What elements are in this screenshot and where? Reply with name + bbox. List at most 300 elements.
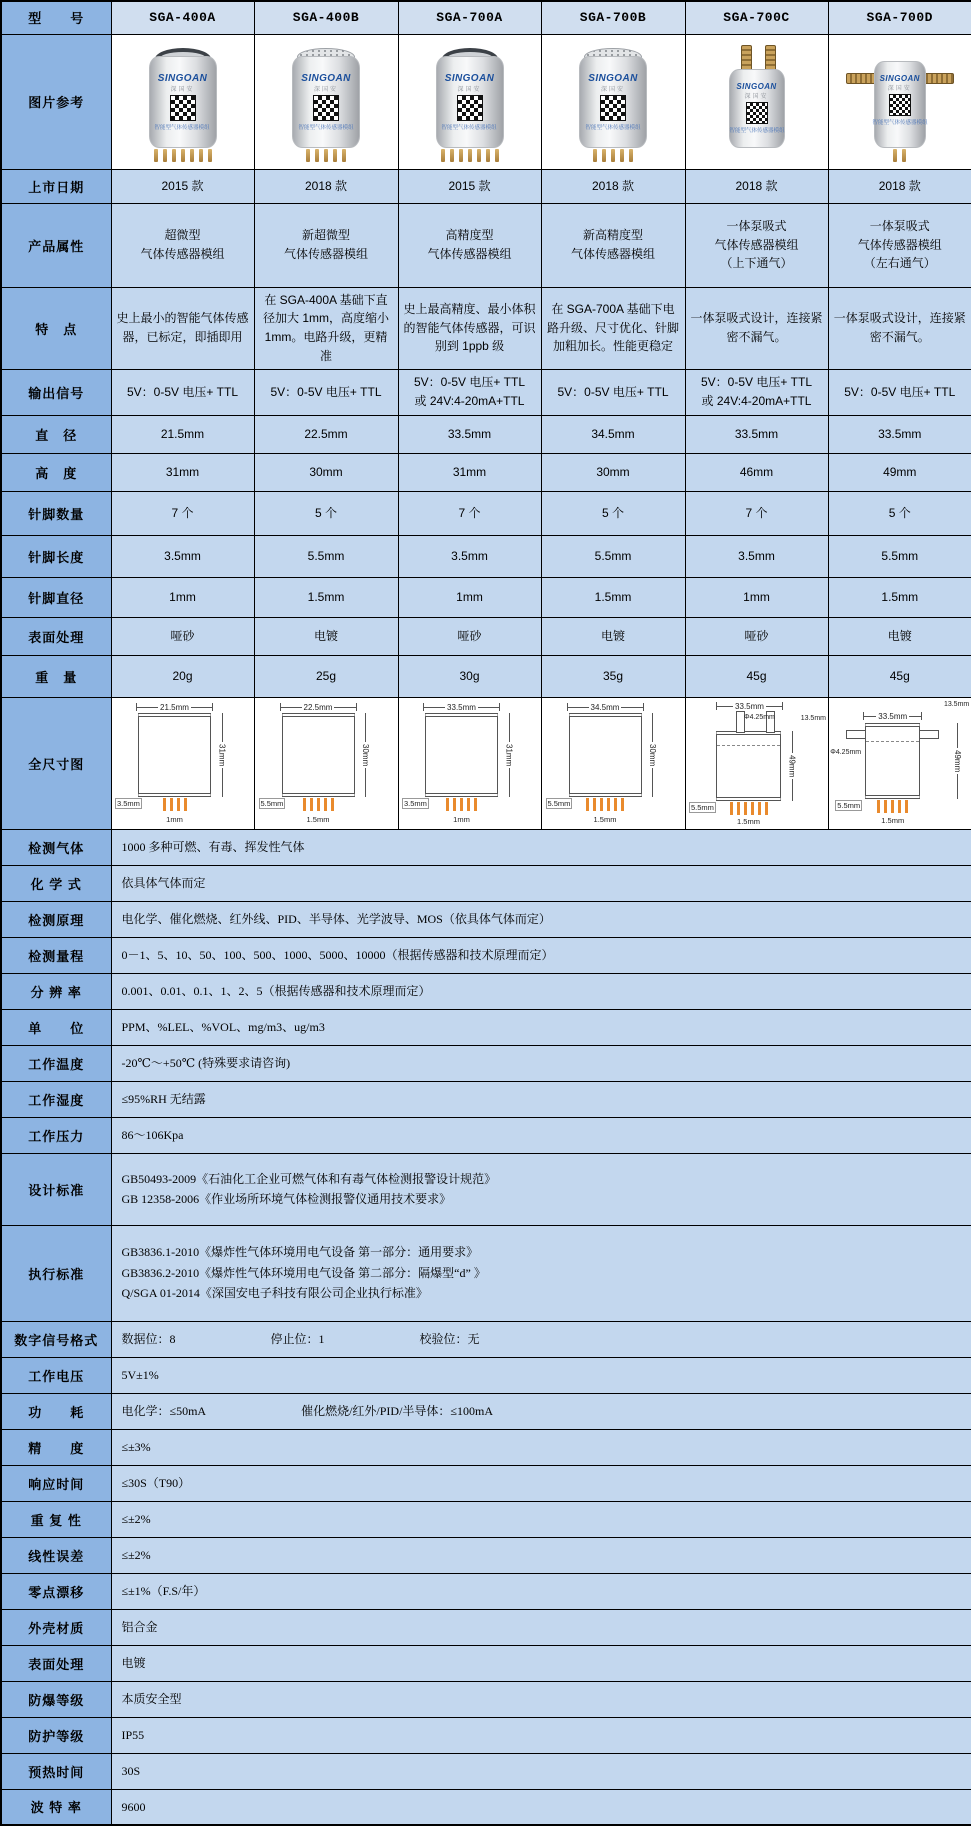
table-row <box>1 1753 971 1789</box>
spec-label: 表面处理 <box>1 1645 111 1681</box>
spec-segment: 电化学：≤50mA <box>121 1403 207 1418</box>
value-cell: 22.5mm <box>254 415 398 453</box>
value-cell: 31mm <box>111 453 254 491</box>
table-row <box>1 937 971 973</box>
spec-label: 工作压力 <box>1 1117 111 1153</box>
dim-line <box>766 706 782 707</box>
value-cell: 电镀 <box>254 617 398 655</box>
dimension-drawing-cell <box>541 697 685 829</box>
value-cell: 2015 款 <box>398 169 541 203</box>
spec-value: 1000 多种可燃、有毒、挥发性气体 <box>111 829 971 865</box>
product-photo-cell <box>541 34 685 169</box>
spec-value <box>111 1153 971 1225</box>
table-row <box>1 1429 971 1465</box>
brand-logo: SINGOAN <box>157 72 208 84</box>
module-outline <box>569 713 642 797</box>
spec-value: 铝合金 <box>111 1609 971 1645</box>
dim-tick <box>212 703 213 711</box>
spec-value: 本质安全型 <box>111 1681 971 1717</box>
spec-table-body <box>1 1 971 1825</box>
table-row <box>1 865 971 901</box>
value-cell: 5V：0-5V 电压+ TTL <box>541 369 685 415</box>
pin-icon <box>303 798 306 811</box>
model-name: SGA-700D <box>828 1 971 34</box>
table-row <box>1 1321 971 1357</box>
value-cell: 49mm <box>828 453 971 491</box>
value-cell: 5V：0-5V 电压+ TTL <box>111 369 254 415</box>
pin-icon <box>593 149 597 162</box>
pin-icon <box>495 149 499 162</box>
sensor-body <box>436 56 504 148</box>
product-caption: 智能型气体传感器模组 <box>154 124 211 131</box>
value-cell: 7 个 <box>398 491 541 535</box>
value-line: 气体传感器模组 <box>427 247 512 261</box>
value-cell: 哑砂 <box>398 617 541 655</box>
spec-label: 精 度 <box>1 1429 111 1465</box>
pin-length-label: 3.5mm <box>404 799 427 808</box>
value-cell: 1.5mm <box>541 577 685 617</box>
dimension-drawing-cell <box>111 697 254 829</box>
sensor-pins <box>276 149 376 162</box>
value-cell: 21.5mm <box>111 415 254 453</box>
spec-label: 波 特 率 <box>1 1789 111 1825</box>
pin-icon <box>586 798 589 811</box>
pin-icon <box>758 802 761 815</box>
brand-logo: SINGOAN <box>879 73 920 83</box>
spec-segment: 校验位：无 <box>419 1331 480 1346</box>
pin-icon <box>607 798 610 811</box>
value-line: 超微型 <box>164 228 201 243</box>
product-photo-cell <box>398 34 541 169</box>
pin-icon <box>181 149 185 162</box>
dim-tick <box>499 703 500 711</box>
spec-line: Q/SGA 01-2014《深国安电子科技有限公司企业执行标准》 <box>121 1286 428 1301</box>
pin-icon <box>467 798 470 811</box>
spec-segment: 停止位：1 <box>270 1331 325 1346</box>
pin-icon <box>905 800 908 813</box>
row-label: 全尺寸图 <box>1 697 111 829</box>
dimension-drawing <box>399 699 540 827</box>
width-dimension <box>567 702 644 712</box>
module-pins <box>138 798 211 811</box>
dim-line <box>191 707 212 708</box>
dim-label: 33.5mm <box>735 701 764 711</box>
module-outline <box>865 723 920 799</box>
value-cell: 7 个 <box>111 491 254 535</box>
row-label: 针脚直径 <box>1 577 111 617</box>
table-row <box>1 577 971 617</box>
spec-label: 分 辨 率 <box>1 973 111 1009</box>
table-row <box>1 491 971 535</box>
module-outline <box>716 731 781 801</box>
spec-label: 功 耗 <box>1 1393 111 1429</box>
product-caption: 智能型气体传感器模组 <box>298 124 354 131</box>
table-row <box>1 1357 971 1393</box>
table-row <box>1 973 971 1009</box>
pin-icon <box>620 149 624 162</box>
value-line: 一体泵吸式 <box>869 219 930 234</box>
pin-icon <box>602 149 606 162</box>
dim-label: 31mm <box>504 743 514 767</box>
dim-tick <box>356 703 357 711</box>
value-cell: 45g <box>828 655 971 697</box>
pin-icon <box>611 149 615 162</box>
dim-line <box>621 707 642 708</box>
spec-label: 检测气体 <box>1 829 111 865</box>
tube-diameter-label: Φ4.25mm <box>830 749 862 756</box>
value-cell: 1mm <box>685 577 828 617</box>
table-row <box>1 1225 971 1321</box>
value-cell <box>398 369 541 415</box>
dim-tick <box>782 702 783 710</box>
value-cell: 5 个 <box>254 491 398 535</box>
value-cell <box>254 203 398 287</box>
gas-tube-outline <box>846 730 866 739</box>
spec-label: 执行标准 <box>1 1225 111 1321</box>
value-cell: 史上最高精度、最小体积的智能气体传感器，可识别到 1ppb 级 <box>398 287 541 369</box>
pin-icon <box>884 800 887 813</box>
dim-line <box>137 707 158 708</box>
value-line: 气体传感器模组 <box>140 247 225 261</box>
value-line: 气体传感器模组 <box>283 247 368 261</box>
spec-segment: 催化燃烧/红外/PID/半导体：≤100mA <box>301 1403 494 1418</box>
spec-value: -20℃～+50℃ (特殊要求请咨询) <box>111 1045 971 1081</box>
product-caption: 智能型气体传感器模组 <box>441 124 498 131</box>
value-line: 5V：0-5V 电压+ TTL <box>700 375 813 390</box>
product-photo-cell <box>254 34 398 169</box>
spec-value: 5V±1% <box>111 1357 971 1393</box>
weld-line <box>866 741 919 742</box>
model-name: SGA-700B <box>541 1 685 34</box>
value-cell: 3.5mm <box>685 535 828 577</box>
dim-line <box>365 768 366 797</box>
pin-icon <box>460 798 463 811</box>
product-photo-cell <box>828 34 971 169</box>
pin-icon <box>468 149 472 162</box>
product-photo-cell <box>111 34 254 169</box>
width-dimension <box>423 702 500 712</box>
pin-diameter-label: 1.5mm <box>306 815 330 824</box>
pin-icon <box>893 149 897 162</box>
pin-icon <box>898 800 901 813</box>
dim-label: 33.5mm <box>447 702 476 712</box>
dimension-drawing-cell <box>828 697 971 829</box>
value-cell: 1.5mm <box>828 577 971 617</box>
module-pins <box>569 798 642 811</box>
pin-diameter-label: 1.5mm <box>881 816 905 825</box>
module-pins <box>716 802 781 815</box>
value-cell <box>685 203 828 287</box>
table-row <box>1 1609 971 1645</box>
value-cell: 5.5mm <box>828 535 971 577</box>
table-row <box>1 169 971 203</box>
pin-icon <box>730 802 733 815</box>
value-cell: 30mm <box>541 453 685 491</box>
product-photo <box>707 43 807 165</box>
brand-logo: SINGOAN <box>588 72 638 84</box>
table-row <box>1 1465 971 1501</box>
pin-icon <box>877 800 880 813</box>
dim-line <box>957 723 958 748</box>
table-row <box>1 901 971 937</box>
spec-label: 设计标准 <box>1 1153 111 1225</box>
pin-icon <box>621 798 624 811</box>
spec-value: 电镀 <box>111 1645 971 1681</box>
pin-icon <box>184 798 187 811</box>
dim-line <box>281 707 302 708</box>
weld-line <box>717 745 780 746</box>
spec-value <box>111 1393 971 1429</box>
value-line: 5V：0-5V 电压+ TTL <box>413 375 526 390</box>
pin-icon <box>486 149 490 162</box>
value-cell: 31mm <box>398 453 541 491</box>
spec-value: ≤30S（T90） <box>111 1465 971 1501</box>
pin-icon <box>441 149 445 162</box>
spec-label: 响应时间 <box>1 1465 111 1501</box>
table-row <box>1 655 971 697</box>
dim-line <box>334 707 355 708</box>
brand-logo: SINGOAN <box>444 72 495 84</box>
sensor-pins <box>133 149 233 162</box>
height-dimension <box>361 713 371 797</box>
sensor-body <box>292 56 360 148</box>
spec-value <box>111 1225 971 1321</box>
row-label: 特 点 <box>1 287 111 369</box>
product-photo <box>850 43 950 165</box>
dim-label: 49mm <box>787 754 797 778</box>
table-row <box>1 1681 971 1717</box>
gas-tube-icon <box>846 73 878 84</box>
model-header-label: 型 号 <box>1 1 111 34</box>
value-line: 高精度型 <box>445 228 494 243</box>
value-line: 新超微型 <box>301 228 350 243</box>
row-label: 表面处理 <box>1 617 111 655</box>
brand-chinese: 深国安 <box>600 86 625 93</box>
dim-line <box>365 713 366 742</box>
value-line: 或 24V:4-20mA+TTL <box>414 394 525 408</box>
value-cell: 2018 款 <box>541 169 685 203</box>
table-row <box>1 1717 971 1753</box>
product-photo <box>276 43 376 165</box>
row-label: 上市日期 <box>1 169 111 203</box>
row-label: 针脚数量 <box>1 491 111 535</box>
product-photo <box>563 43 663 165</box>
value-line: 或 24V:4-20mA+TTL <box>701 394 812 408</box>
dim-label: 22.5mm <box>303 702 333 712</box>
spec-label: 工作温度 <box>1 1045 111 1081</box>
table-row <box>1 203 971 287</box>
row-label: 产品属性 <box>1 203 111 287</box>
dimension-drawing-cell <box>685 697 828 829</box>
value-cell: 25g <box>254 655 398 697</box>
module-outline <box>425 713 498 797</box>
model-name: SGA-400A <box>111 1 254 34</box>
width-dimension <box>716 701 783 711</box>
dim-line <box>652 768 653 797</box>
spec-label: 工作湿度 <box>1 1081 111 1117</box>
dimension-drawing <box>829 699 970 827</box>
product-caption: 智能型气体传感器模组 <box>872 119 928 126</box>
value-cell <box>541 203 685 287</box>
product-photo-cell <box>685 34 828 169</box>
dim-line <box>568 707 589 708</box>
qr-code-icon <box>171 96 195 120</box>
dimension-drawing <box>256 699 397 827</box>
height-dimension <box>504 713 514 797</box>
width-dimension <box>863 711 922 721</box>
spec-value: ≤±3% <box>111 1429 971 1465</box>
pin-icon <box>190 149 194 162</box>
pin-diameter-label: 1mm <box>453 815 470 824</box>
dim-line <box>957 774 958 799</box>
table-row <box>1 453 971 491</box>
value-cell <box>398 203 541 287</box>
pin-icon <box>306 149 310 162</box>
qr-code-icon <box>890 95 910 115</box>
value-line: 新高精度型 <box>582 228 643 243</box>
value-cell: 33.5mm <box>685 415 828 453</box>
table-row <box>1 1537 971 1573</box>
table-row <box>1 535 971 577</box>
pin-icon <box>331 798 334 811</box>
tube-height-label: 13.5mm <box>943 701 970 708</box>
table-row <box>1 1 971 34</box>
tube-height-label: 13.5mm <box>800 715 826 722</box>
dim-line <box>222 713 223 742</box>
sensor-pins <box>420 149 520 162</box>
model-name: SGA-700C <box>685 1 828 34</box>
value-cell: 2018 款 <box>685 169 828 203</box>
value-cell: 2015 款 <box>111 169 254 203</box>
value-cell <box>685 369 828 415</box>
pin-length-label: 3.5mm <box>117 799 140 808</box>
pin-icon <box>765 802 768 815</box>
pin-icon <box>172 149 176 162</box>
spec-value: ≤±1%（F.S/年） <box>111 1573 971 1609</box>
value-cell: 1.5mm <box>254 577 398 617</box>
gas-tube-outline <box>919 730 939 739</box>
pin-icon <box>324 149 328 162</box>
pin-icon <box>737 802 740 815</box>
spec-value: 0－1、5、10、50、100、500、1000、5000、10000（根据传感器和技术原理而定） <box>111 937 971 973</box>
value-cell: 35g <box>541 655 685 697</box>
pin-icon <box>333 149 337 162</box>
row-label: 重 量 <box>1 655 111 697</box>
gas-tube-icon <box>922 73 954 84</box>
spec-value: IP55 <box>111 1717 971 1753</box>
value-cell: 哑砂 <box>685 617 828 655</box>
spec-value: 30S <box>111 1753 971 1789</box>
brand-chinese: 深国安 <box>744 93 769 100</box>
table-row <box>1 1117 971 1153</box>
dim-line <box>652 713 653 742</box>
pin-icon <box>208 149 212 162</box>
dim-label: 30mm <box>648 743 657 767</box>
pin-icon <box>310 798 313 811</box>
height-dimension <box>648 713 658 797</box>
dim-label: 30mm <box>361 743 370 767</box>
product-photo <box>133 43 233 165</box>
value-cell: 一体泵吸式设计，连接紧密不漏气。 <box>685 287 828 369</box>
pin-icon <box>154 149 158 162</box>
dimension-drawing <box>543 699 684 827</box>
table-row <box>1 1009 971 1045</box>
value-cell: 哑砂 <box>111 617 254 655</box>
dim-line <box>909 716 921 717</box>
module-outline <box>138 713 211 797</box>
table-row <box>1 697 971 829</box>
value-cell: 一体泵吸式设计，连接紧密不漏气。 <box>828 287 971 369</box>
value-cell: 电镀 <box>541 617 685 655</box>
table-row <box>1 829 971 865</box>
value-cell: 5V：0-5V 电压+ TTL <box>254 369 398 415</box>
module-pins <box>865 800 920 813</box>
value-cell: 3.5mm <box>398 535 541 577</box>
pin-icon <box>163 798 166 811</box>
dim-line <box>792 779 793 801</box>
dim-line <box>478 707 499 708</box>
dim-label: 33.5mm <box>878 711 908 721</box>
dimension-drawing-cell <box>398 697 541 829</box>
value-line: 气体传感器模组 <box>714 237 799 252</box>
sensor-body <box>579 56 647 148</box>
pin-diameter-label: 1.5mm <box>737 817 760 826</box>
width-dimension <box>280 702 357 712</box>
sensor-body <box>149 56 217 148</box>
table-row <box>1 1501 971 1537</box>
pin-length-label: 5.5mm <box>260 799 284 808</box>
table-row <box>1 34 971 169</box>
sensor-body <box>729 69 785 148</box>
spec-segments <box>122 1329 969 1349</box>
value-cell: 电镀 <box>828 617 971 655</box>
height-dimension <box>952 723 962 799</box>
sensor-pins <box>563 149 663 162</box>
dim-line <box>717 706 733 707</box>
brand-chinese: 深国安 <box>313 86 338 93</box>
spec-label: 化 学 式 <box>1 865 111 901</box>
dimension-drawing <box>112 699 253 827</box>
spec-value: 0.001、0.01、0.1、1、2、5（根据传感器和技术原理而定） <box>111 973 971 1009</box>
table-row <box>1 1081 971 1117</box>
module-outline <box>282 713 355 797</box>
spec-value: ≤95%RH 无结露 <box>111 1081 971 1117</box>
dim-line <box>792 731 793 753</box>
pin-icon <box>342 149 346 162</box>
pin-icon <box>474 798 477 811</box>
pin-length-label: 5.5mm <box>837 801 861 810</box>
spec-label: 线性误差 <box>1 1537 111 1573</box>
row-label: 高 度 <box>1 453 111 491</box>
value-cell: 5V：0-5V 电压+ TTL <box>828 369 971 415</box>
width-dimension <box>136 702 213 712</box>
value-line: 气体传感器模组 <box>570 247 655 261</box>
pin-icon <box>324 798 327 811</box>
pin-icon <box>600 798 603 811</box>
pin-icon <box>177 798 180 811</box>
sensor-pins <box>850 149 950 162</box>
spec-label: 检测量程 <box>1 937 111 973</box>
value-cell: 1mm <box>111 577 254 617</box>
row-label: 图片参考 <box>1 34 111 169</box>
pin-length-label: 5.5mm <box>691 803 714 812</box>
dim-label: 21.5mm <box>160 702 189 712</box>
dim-line <box>509 768 510 797</box>
value-cell: 1mm <box>398 577 541 617</box>
pin-icon <box>614 798 617 811</box>
spec-segments <box>122 1401 969 1421</box>
value-cell: 5 个 <box>541 491 685 535</box>
